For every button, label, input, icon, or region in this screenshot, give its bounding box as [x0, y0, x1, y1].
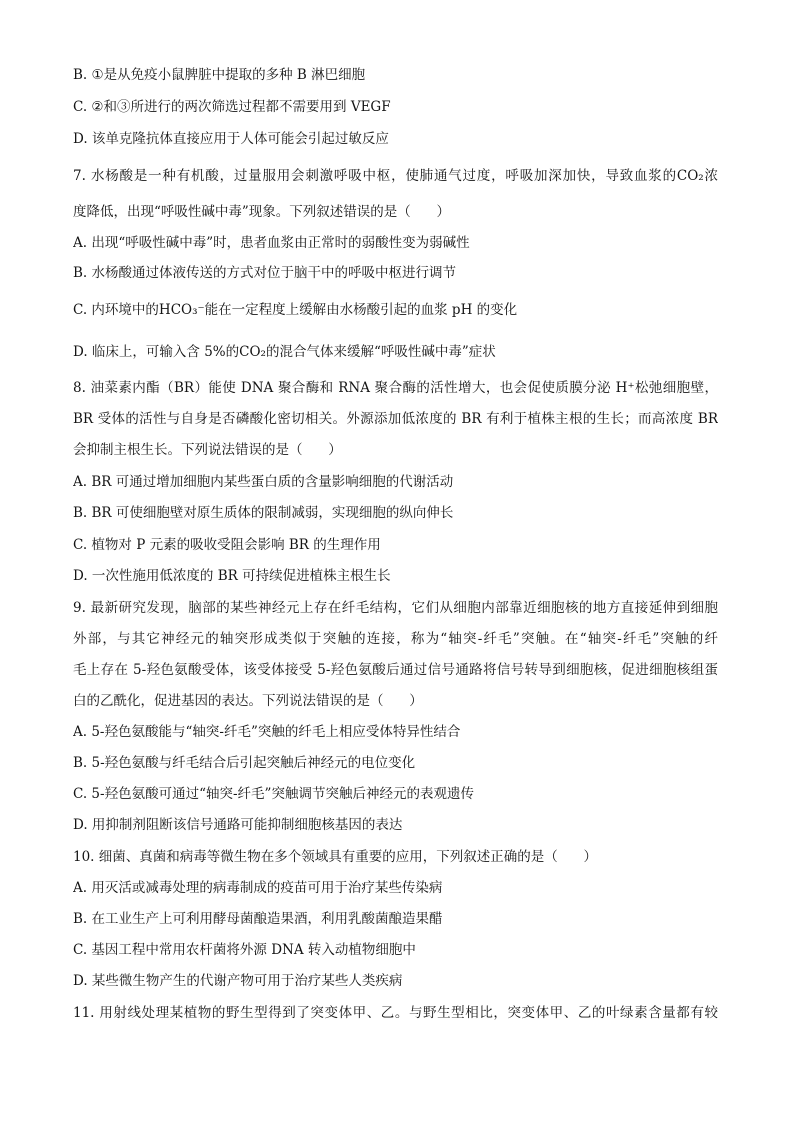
- q7-stem-line-1: 7. 水杨酸是一种有机酸，过量服用会刺激呼吸中枢，使肺通气过度，呼吸加深加快，导致血浆的CO₂浓: [73, 168, 718, 184]
- q8-option-b: B. BR 可使细胞壁对原生质体的限制减弱，实现细胞的纵向伸长: [73, 505, 454, 521]
- q10-option-c: C. 基因工程中常用农杆菌将外源 DNA 转入动植物细胞中: [73, 942, 416, 958]
- q7-option-c: C. 内环境中的HCO₃⁻能在一定程度上缓解由水杨酸引起的血浆 pH 的变化: [73, 302, 518, 318]
- q6-option-c: C. ②和③所进行的两次筛选过程都不需要用到 VEGF: [73, 99, 391, 115]
- q7-option-d: D. 临床上，可输入含 5%的CO₂的混合气体来缓解“呼吸性碱中毒”症状: [73, 344, 496, 360]
- q9-option-b: B. 5-羟色氨酸与纤毛结合后引起突触后神经元的电位变化: [73, 755, 416, 771]
- q9-stem-line-2: 外部，与其它神经元的轴突形成类似于突触的连接，称为“轴突-纤毛”突触。在“轴突-纤毛”突触的纤: [73, 631, 718, 647]
- q9-option-d: D. 用抑制剂阻断该信号通路可能抑制细胞核基因的表达: [73, 817, 403, 833]
- q8-stem-line-2: BR 受体的活性与自身是否磷酸化密切相关。外源添加低浓度的 BR 有利于植株主根的生长；而高浓度 BR: [73, 411, 718, 427]
- q10-stem-line-1: 10. 细菌、真菌和病毒等微生物在多个领域具有重要的应用，下列叙述正确的是（ ）: [73, 849, 598, 865]
- q8-stem-line-1: 8. 油菜素内酯（BR）能使 DNA 聚合酶和 RNA 聚合酶的活性增大，也会促使质膜分泌 H⁺松弛细胞壁，: [73, 380, 718, 396]
- q10-option-d: D. 某些微生物产生的代谢产物可用于治疗某些人类疾病: [73, 973, 403, 989]
- q7-option-a: A. 出现“呼吸性碱中毒”时，患者血浆由正常时的弱酸性变为弱碱性: [73, 235, 470, 251]
- q8-option-a: A. BR 可通过增加细胞内某些蛋白质的含量影响细胞的代谢活动: [73, 474, 454, 490]
- q9-stem-line-3: 毛上存在 5-羟色氨酸受体，该受体接受 5-羟色氨酸后通过信号通路将信号转导到细胞核，促进细胞核组蛋: [73, 662, 718, 678]
- q8-option-d: D. 一次性施用低浓度的 BR 可持续促进植株主根生长: [73, 568, 391, 584]
- q8-stem-line-3: 会抑制主根生长。下列说法错误的是（ ）: [73, 442, 342, 458]
- q11-stem-line-1: 11. 用射线处理某植物的野生型得到了突变体甲、乙。与野生型相比，突变体甲、乙的叶绿素含量都有较: [73, 1005, 718, 1021]
- q6-option-b: B. ①是从免疫小鼠脾脏中提取的多种 B 淋巴细胞: [73, 67, 366, 83]
- q10-option-b: B. 在工业生产上可利用酵母菌酿造果酒，利用乳酸菌酿造果醋: [73, 911, 443, 927]
- q7-stem-line-2: 度降低，出现“呼吸性碱中毒”现象。下列叙述错误的是（ ）: [73, 204, 451, 220]
- q6-option-d: D. 该单克隆抗体直接应用于人体可能会引起过敏反应: [73, 131, 389, 147]
- q7-option-b: B. 水杨酸通过体液传送的方式对位于脑干中的呼吸中枢进行调节: [73, 265, 457, 281]
- q9-stem-line-1: 9. 最新研究发现，脑部的某些神经元上存在纤毛结构，它们从细胞内部靠近细胞核的地方直接延伸到细胞: [73, 600, 718, 616]
- q8-option-c: C. 植物对 P 元素的吸收受阻会影响 BR 的生理作用: [73, 537, 381, 553]
- q10-option-a: A. 用灭活或减毒处理的病毒制成的疫苗可用于治疗某些传染病: [73, 880, 443, 896]
- q9-option-c: C. 5-羟色氨酸可通过“轴突-纤毛”突触调节突触后神经元的表观遗传: [73, 786, 474, 802]
- q9-stem-line-4: 白的乙酰化，促进基因的表达。下列说法错误的是（ ）: [73, 693, 423, 709]
- q9-option-a: A. 5-羟色氨酸能与“轴突-纤毛”突触的纤毛上相应受体特异性结合: [73, 724, 461, 740]
